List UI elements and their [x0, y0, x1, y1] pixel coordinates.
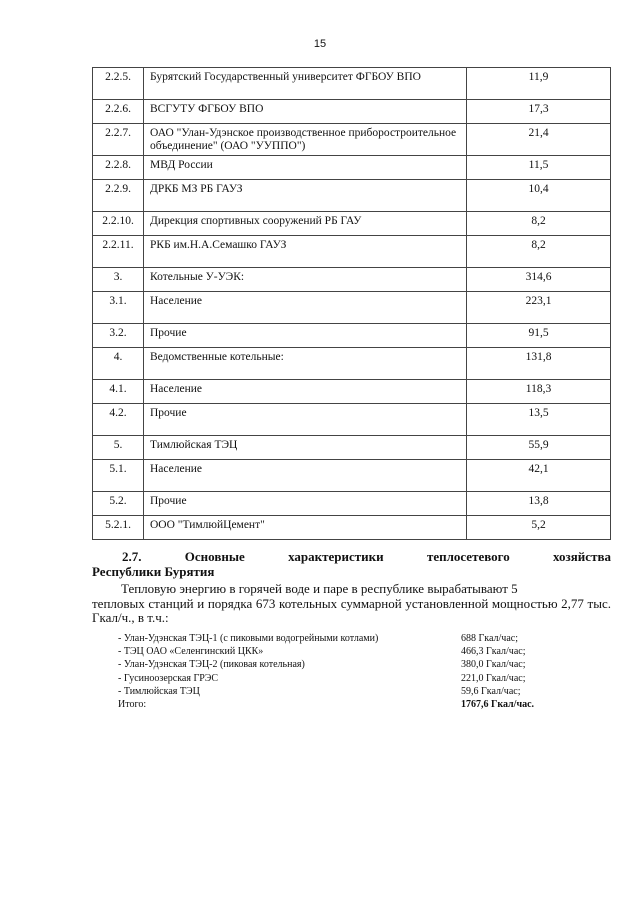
row-value: 13,5 [467, 404, 611, 436]
row-value: 10,4 [467, 180, 611, 212]
table-row [93, 268, 611, 292]
table-row [93, 348, 611, 380]
table-row [93, 180, 611, 212]
table-row [93, 404, 611, 436]
row-value: 11,9 [467, 68, 611, 100]
row-value: 11,5 [467, 156, 611, 180]
capacity-item [118, 645, 578, 658]
row-number: 3.1. [93, 292, 144, 324]
section-number: 2.7. [122, 549, 142, 564]
row-number: 2.2.6. [93, 100, 144, 124]
row-name: ВСГУТУ ФГБОУ ВПО [144, 100, 467, 124]
table-row [93, 516, 611, 540]
total-amount: 1767,6 Гкал/час. [461, 699, 535, 711]
row-name: Прочие [144, 404, 467, 436]
total-label: Итого: [118, 699, 147, 711]
row-value: 91,5 [467, 324, 611, 348]
row-name: Бурятский Государственный университет ФГБОУ ВПО [144, 68, 467, 100]
row-name: РКБ им.Н.А.Семашко ГАУЗ [144, 236, 467, 268]
table-row [93, 380, 611, 404]
paragraph-rest: тепловых станций и порядка 673 котельных суммарной установленной мощностью 2,77 тыс. Гкал/ч., в т.ч.: [92, 595, 611, 625]
row-value: 17,3 [467, 100, 611, 124]
row-value: 131,8 [467, 348, 611, 380]
row-value: 8,2 [467, 212, 611, 236]
capacity-amount: 221,0 Гкал/час; [461, 672, 526, 684]
capacity-amount: 380,0 Гкал/час; [461, 659, 526, 671]
row-name: Тимлюйская ТЭЦ [144, 436, 467, 460]
row-value: 21,4 [467, 124, 611, 156]
table-row [93, 460, 611, 492]
table-row [93, 68, 611, 100]
row-number: 4.1. [93, 380, 144, 404]
row-name: ОАО "Улан-Удэнское производственное приборостроительное объединение" (ОАО "УУППО") [144, 124, 467, 156]
row-name: Население [144, 292, 467, 324]
table-row [93, 124, 611, 156]
section-heading-line1 [92, 549, 611, 564]
row-value: 55,9 [467, 436, 611, 460]
row-name: Население [144, 380, 467, 404]
capacity-amount: 59,6 Гкал/час; [461, 685, 521, 697]
row-value: 314,6 [467, 268, 611, 292]
row-value: 8,2 [467, 236, 611, 268]
row-number: 4.2. [93, 404, 144, 436]
capacity-amount: 688 Гкал/час; [461, 633, 518, 644]
row-value: 118,3 [467, 380, 611, 404]
capacity-item [118, 658, 578, 671]
row-number: 2.2.11. [93, 236, 144, 268]
row-value: 13,8 [467, 492, 611, 516]
row-name: Прочие [144, 492, 467, 516]
capacity-item [118, 632, 578, 645]
table-row [93, 156, 611, 180]
table-body [93, 68, 611, 540]
section-word-2: характеристики [288, 549, 384, 564]
table-row [93, 492, 611, 516]
table-row [93, 436, 611, 460]
row-number: 4. [93, 348, 144, 380]
capacity-item [118, 672, 578, 685]
capacity-source: - Тимлюйская ТЭЦ [118, 685, 200, 697]
row-number: 2.2.9. [93, 180, 144, 212]
capacity-total [118, 698, 578, 711]
row-name: МВД России [144, 156, 467, 180]
row-number: 2.2.7. [93, 124, 144, 156]
heat-consumption-table [92, 67, 611, 540]
row-number: 5.1. [93, 460, 144, 492]
table-row [93, 212, 611, 236]
paragraph-line1: Тепловую энергию в горячей воде и паре в республике вырабатывают 5 [121, 581, 518, 596]
row-name: Население [144, 460, 467, 492]
row-name: Прочие [144, 324, 467, 348]
row-name: Ведомственные котельные: [144, 348, 467, 380]
row-number: 2.2.8. [93, 156, 144, 180]
table-row [93, 236, 611, 268]
table-row [93, 324, 611, 348]
row-value: 42,1 [467, 460, 611, 492]
section-word-1: Основные [184, 549, 245, 564]
capacity-amount: 466,3 Гкал/час; [461, 646, 526, 658]
capacity-item [118, 685, 578, 698]
capacity-list [118, 632, 578, 711]
row-name: Дирекция спортивных сооружений РБ ГАУ [144, 212, 467, 236]
row-number: 5.2. [93, 492, 144, 516]
row-number: 3. [93, 268, 144, 292]
section-heading [92, 549, 611, 579]
capacity-source: - Улан-Удэнская ТЭЦ-2 (пиковая котельная) [118, 659, 305, 671]
row-number: 2.2.10. [93, 212, 144, 236]
row-value: 5,2 [467, 516, 611, 540]
row-number: 5. [93, 436, 144, 460]
table-row [93, 100, 611, 124]
capacity-source: - Гусиноозерская ГРЭС [118, 672, 219, 684]
body-paragraph [92, 582, 611, 626]
row-name: ДРКБ МЗ РБ ГАУЗ [144, 180, 467, 212]
row-name: Котельные У-УЭК: [144, 268, 467, 292]
row-number: 2.2.5. [93, 68, 144, 100]
capacity-source: - ТЭЦ ОАО «Селенгинский ЦКК» [118, 646, 264, 658]
row-number: 5.2.1. [93, 516, 144, 540]
section-word-4: хозяйства [553, 549, 611, 564]
capacity-source: - Улан-Удэнская ТЭЦ-1 (с пиковыми водогрейными котлами) [118, 633, 379, 644]
page-number: 15 [313, 38, 327, 50]
section-word-3: теплосетевого [426, 549, 510, 564]
row-value: 223,1 [467, 292, 611, 324]
row-name: ООО "ТимлюйЦемент" [144, 516, 467, 540]
table-row [93, 292, 611, 324]
row-number: 3.2. [93, 324, 144, 348]
section-heading-line2: Республики Бурятия [92, 564, 215, 579]
